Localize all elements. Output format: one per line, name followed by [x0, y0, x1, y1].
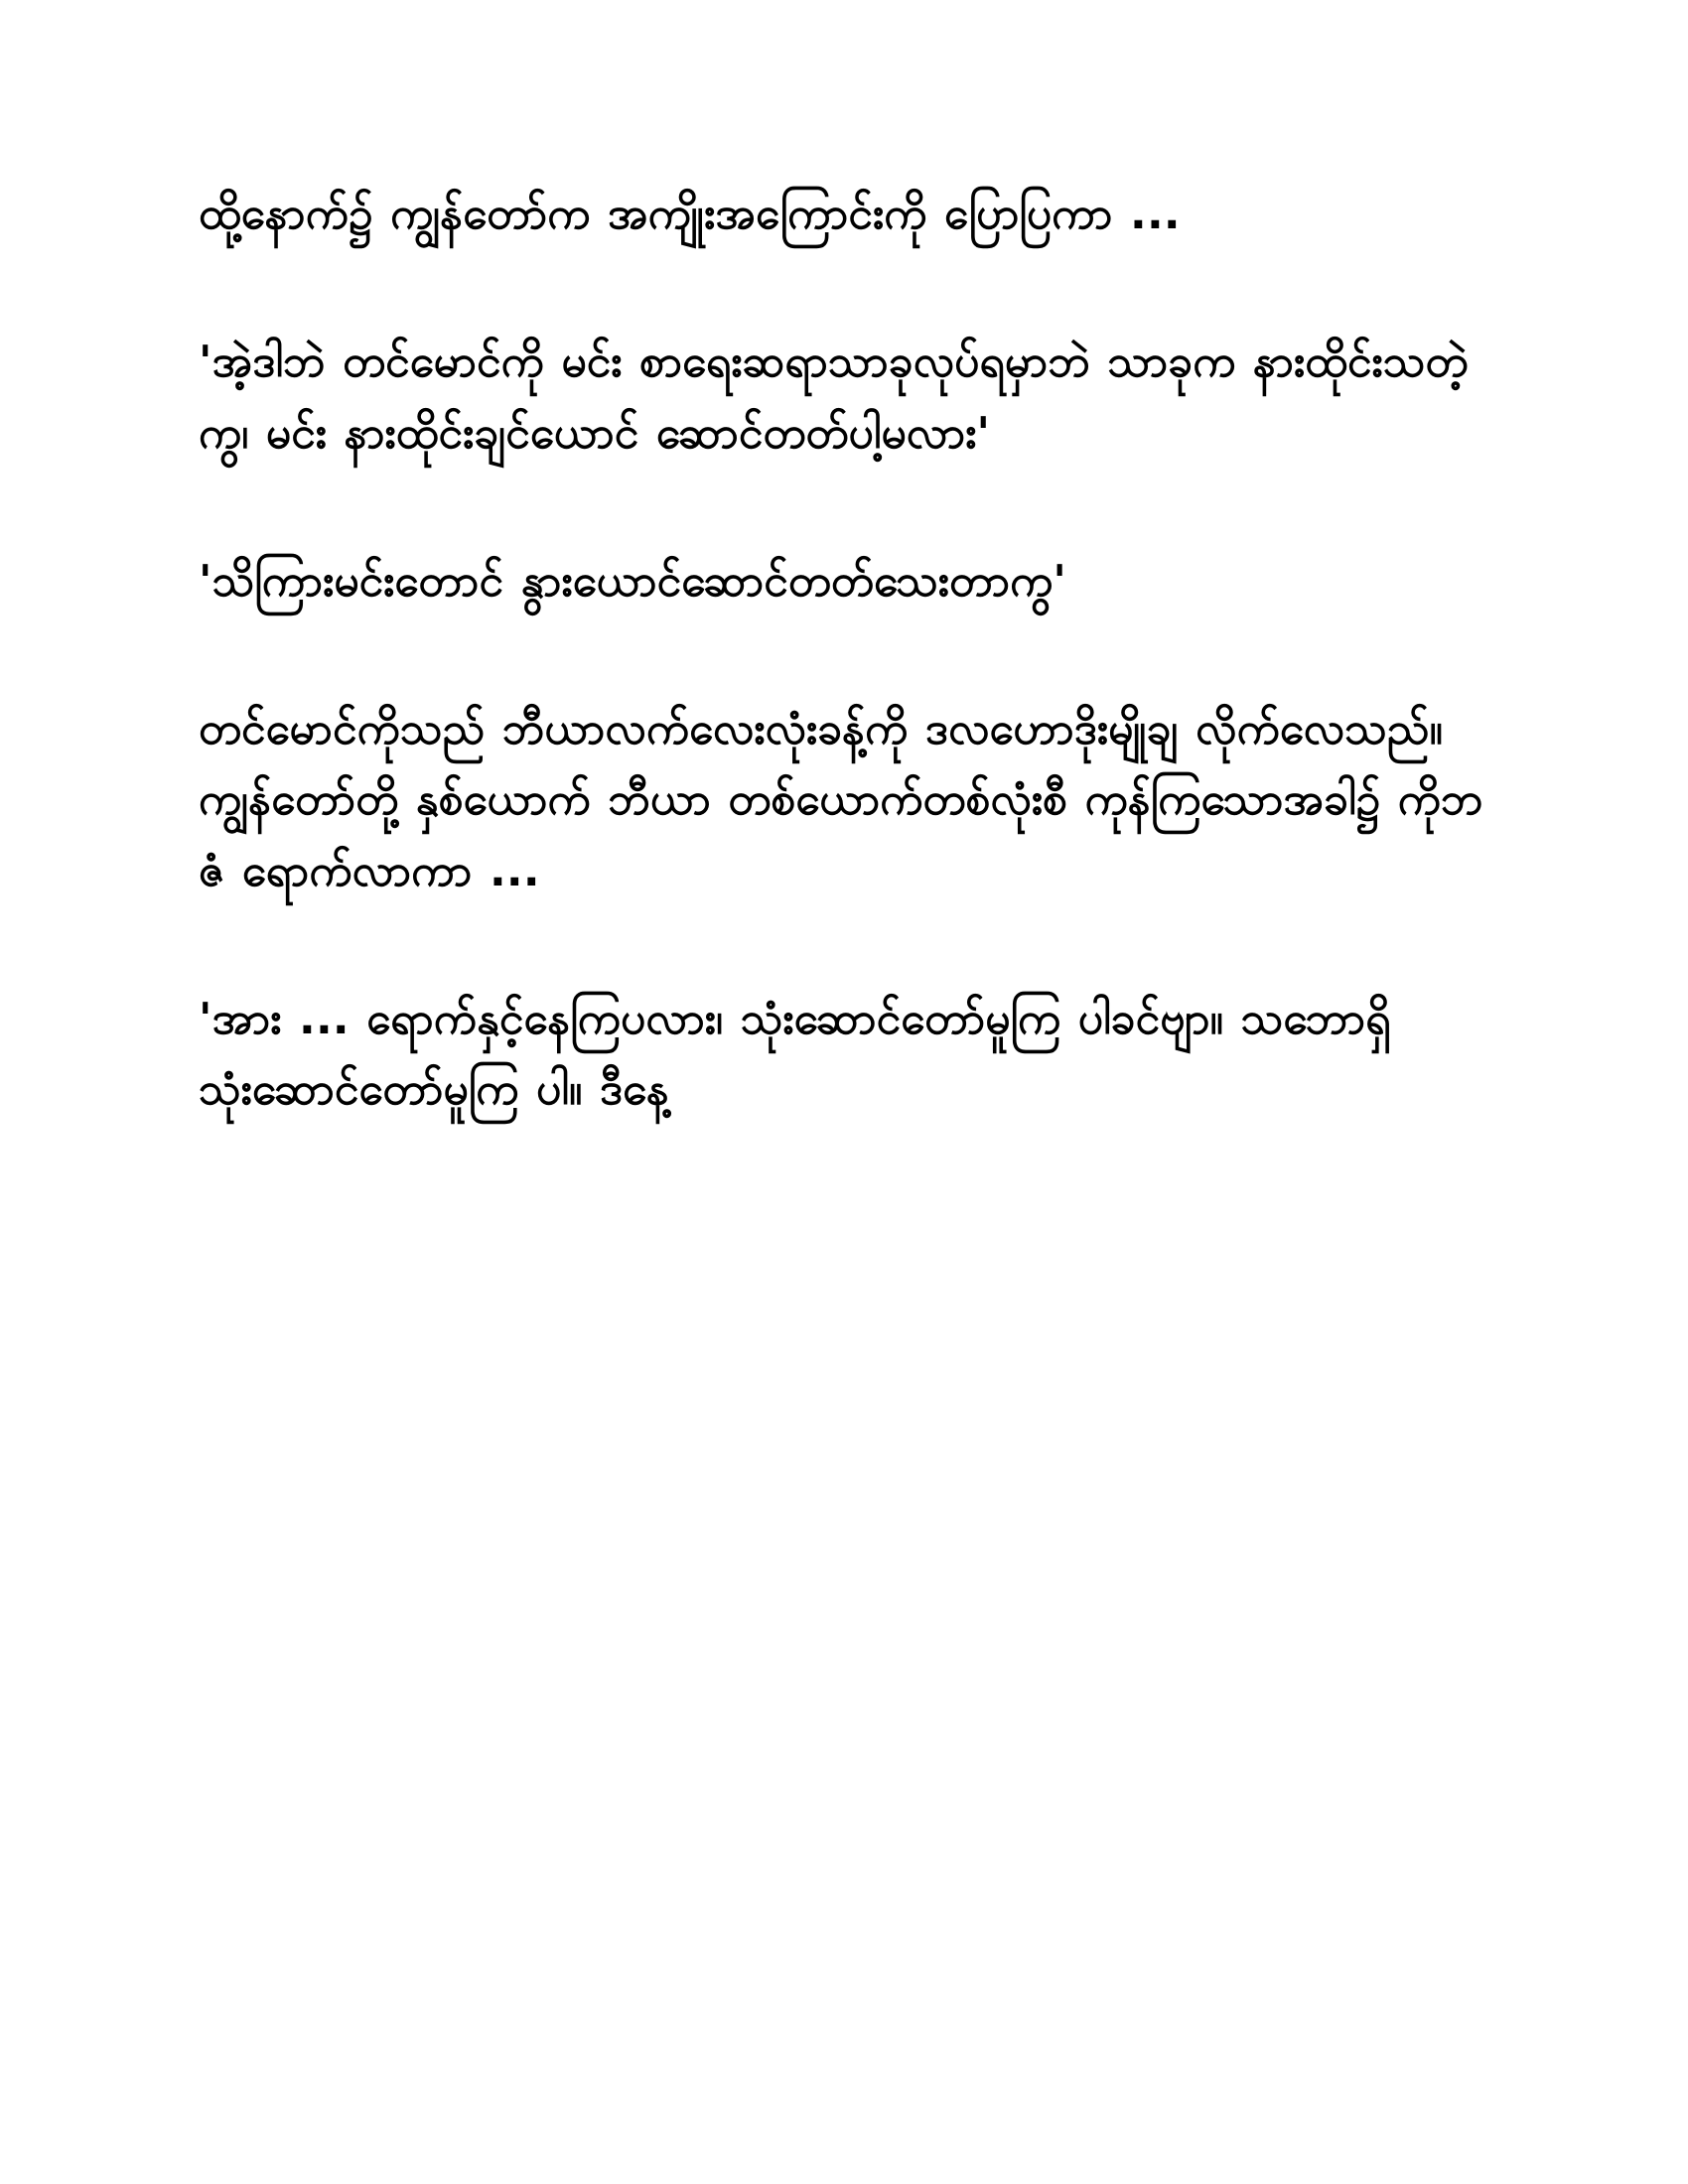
paragraph-1: ထို့နောက်၌ ကျွန်တော်က အကျိုးအကြောင်းကို ပြောပြကာ ... — [199, 189, 1181, 239]
paragraph-4: တင်မောင်ကိုသည် ဘီယာလက်လေးလုံးခန့်ကို ဒလဟောဒိုးမျိုချ လိုက်လေသည်။ ကျွန်တော်တို့ နှစ်ယောက် ဘီယာ တစ်ယောက်တစ်လုံးစီ ကုန်ကြသောအခါ၌ ကိုဘဇံ ရောက်လာကာ ... — [199, 704, 1483, 896]
paragraph-2: 'အဲ့ဒါဘဲ တင်မောင်ကို မင်း စာရေးဆရာသာခုလုပ်ရမှာဘဲ သာခုက နားထိုင်းသတဲ့ကွ၊ မင်း နားထိုင်းချင်ယောင် ဆောင်တတ်ပါ့မလား' — [199, 337, 1469, 459]
document-text-body — [199, 179, 1499, 1125]
paragraph-5: 'အား ... ရောက်နှင့်နေကြပလား၊ သုံးဆောင်တော်မူကြ ပါခင်ဗျာ။ သဘောရှိ သုံးဆောင်တော်မူကြ ပါ။ ဒီနေ့ — [199, 993, 1409, 1116]
paragraph-3: 'သိကြားမင်းတောင် နွားယောင်ဆောင်တတ်သေးတာကွ' — [199, 555, 1067, 607]
